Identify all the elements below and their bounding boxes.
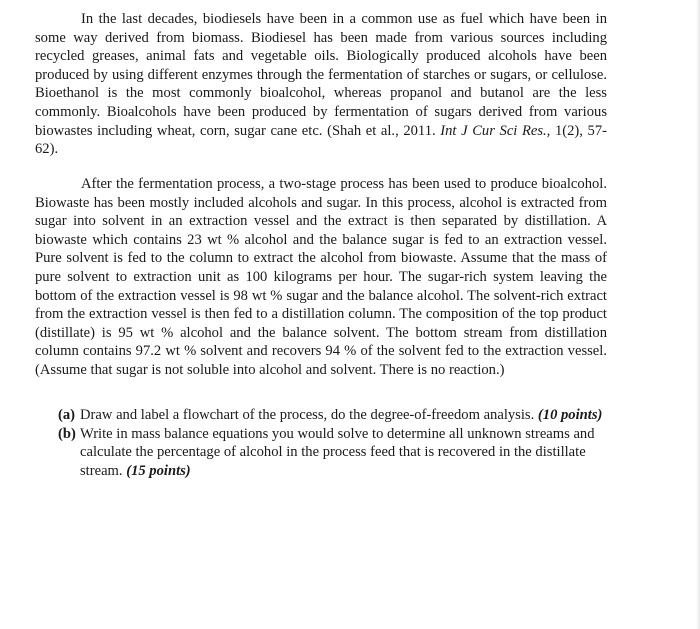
question-b-label: (b) bbox=[58, 425, 76, 442]
citation-tail: 1(2), 57-62). bbox=[35, 122, 607, 158]
question-b-points: (15 points) bbox=[126, 462, 191, 479]
intro-paragraph-text: In the last decades, biodiesels have been in a common use as fuel which have been in some way derived from biomass. Biodiesel has been made from various sources including recycled greases, animal fats and vegetable oils. Biologically produced alcohols have been produced by using different enzymes through the fermentation of starches or sugars, or cellulose. Bioethanol is the most commonly bioalcohol, whereas propanol and butanol are the less commonly. Bioalcohols have been produced by fermentation of sugars derived from various biowastes including wheat, corn, sugar cane etc. (Shah et al., 2011. bbox=[35, 11, 607, 139]
problem-statement-paragraph bbox=[35, 175, 607, 380]
question-a bbox=[58, 406, 608, 425]
intro-paragraph bbox=[35, 10, 607, 159]
question-list bbox=[58, 406, 608, 480]
question-a-points: (10 points) bbox=[537, 407, 603, 423]
question-b bbox=[58, 425, 608, 481]
question-b-text: Write in mass balance equations you would solve to determine all unknown streams and calculate the percentage of alcohol in the process feed that is recovered in the distillate stream. bbox=[80, 425, 595, 479]
question-a-text: Draw and label a flowchart of the process, do the degree-of-freedom analysis. bbox=[80, 407, 538, 423]
problem-statement-text: After the fermentation process, a two-stage process has been used to produce bioalcohol. Biowaste has been mostly included alcohols and sugar. In this process, alcohol is extracted from sugar into solvent in an extraction vessel and the extract is then separated by distillation. A biowaste which contains 23 wt % alcohol and the balance sugar is fed to an extraction vessel. Pure solvent is fed to the column to extract the alcohol from biowaste. Assume that the mass of pure solvent to extraction unit as 100 kilograms per hour. The sugar-rich system leaving the bottom of the extraction vessel is 98 wt % sugar and the balance alcohol. The solvent-rich extract from the extraction vessel is then fed to a distillation column. The composition of the top product (distillate) is 95 wt % alcohol and the balance solvent. The bottom stream from distillation column contains 97.2 wt % solvent and recovers 94 % of the solvent fed to the extraction vessel. (Assume that sugar is not soluble into alcohol and solvent. There is no reaction.) bbox=[35, 176, 607, 378]
journal-name: Int J Cur Sci Res., bbox=[440, 122, 551, 139]
question-a-label: (a) bbox=[58, 407, 76, 423]
page-edge-shadow bbox=[696, 0, 700, 629]
